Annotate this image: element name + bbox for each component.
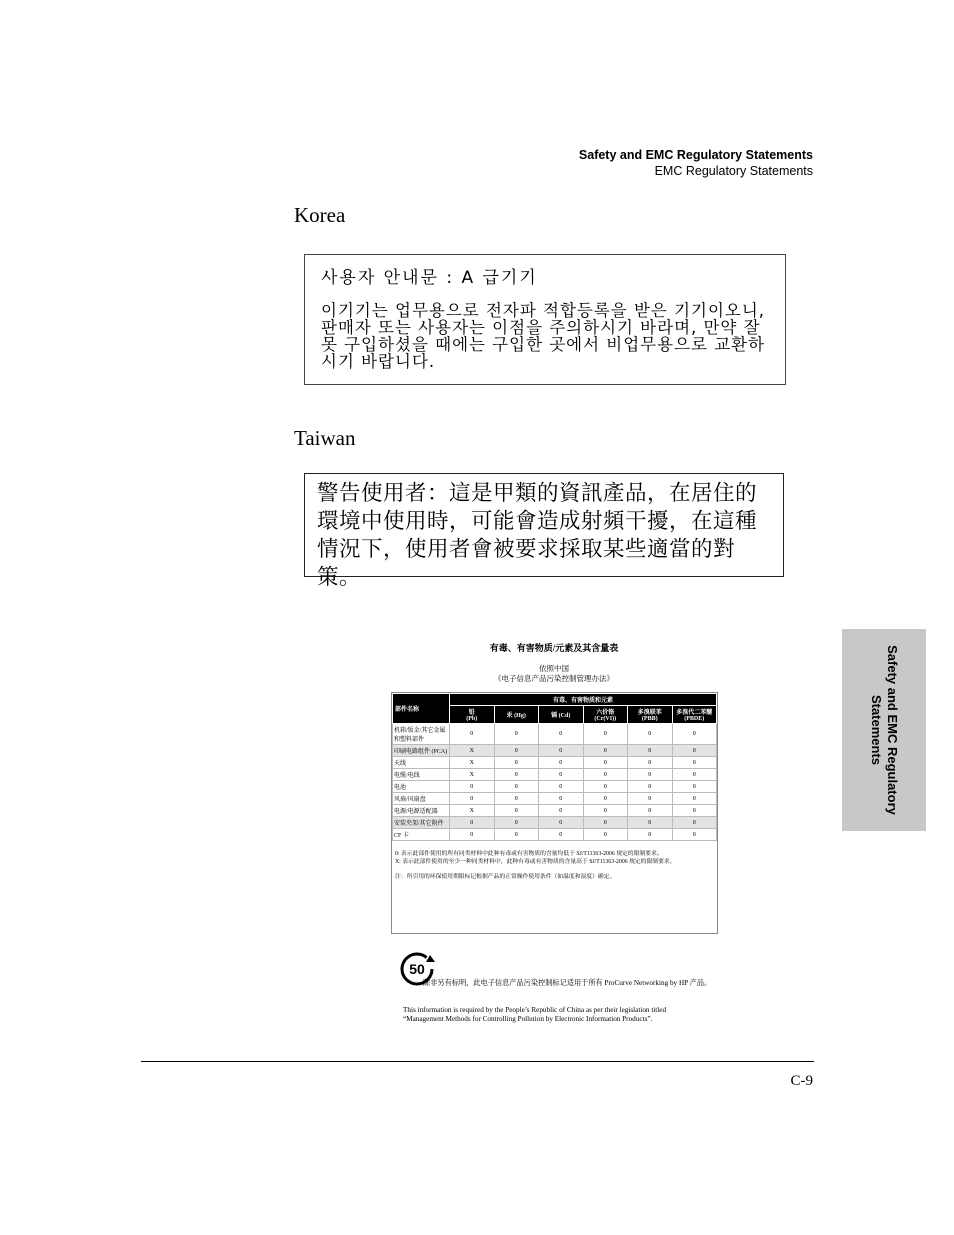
table-cell: 0: [583, 724, 628, 745]
table-cell: 0: [583, 745, 628, 757]
table-cell: 0: [539, 769, 584, 781]
table-cell: 0: [672, 805, 717, 817]
table-cell: 0: [494, 757, 539, 769]
english-legislation-note: This information is required by the People’s Republic of China as per their legislation titled “Management Methods for Controlling Pollution by Electronic Information Products”.: [403, 1006, 667, 1023]
table-cell: 0: [539, 817, 584, 829]
logo-applicability-note: 除非另有标明，此电子信息产品污染控制标记适用于所有 ProCurve Networking by HP 产品。: [423, 979, 712, 987]
china-subtitle-2: 《电子信息产品污染控制管理办法》: [494, 674, 614, 683]
side-chapter-tab: [842, 629, 926, 831]
column-header: 铅 (Pb): [450, 706, 495, 724]
korea-notice-box: [304, 254, 786, 385]
column-header: 六价铬 (Cr(VI)): [583, 706, 628, 724]
table-row: [393, 757, 717, 769]
table-cell: 0: [583, 817, 628, 829]
table-cell: 0: [539, 745, 584, 757]
header-section: EMC Regulatory Statements: [654, 164, 813, 178]
table-group-header: 有毒、有害物质和元素: [450, 694, 717, 706]
column-header: 多溴代二苯醚 (PBDE): [672, 706, 717, 724]
china-subtitle-1: 依照中国: [539, 664, 569, 673]
table-cell: X: [450, 757, 495, 769]
logo-number: 50: [409, 961, 425, 977]
china-footnotes: [395, 850, 713, 881]
table-cell: 0: [539, 805, 584, 817]
korea-heading: Korea: [294, 203, 346, 227]
table-cell: 0: [494, 829, 539, 841]
table-cell: 0: [583, 829, 628, 841]
row-part-name: 机箱/钣金/其它金属和塑料部件: [393, 724, 450, 745]
table-cell: 0: [628, 829, 673, 841]
table-cell: 0: [539, 793, 584, 805]
taiwan-heading: Taiwan: [294, 426, 356, 450]
table-row: [393, 769, 717, 781]
row-part-name: 风扇/风扇盘: [393, 793, 450, 805]
table-cell: 0: [583, 805, 628, 817]
table-row: [393, 817, 717, 829]
table-cell: 0: [583, 757, 628, 769]
row-part-name: 安装夹架/其它附件: [393, 817, 450, 829]
footnote-note: 注：所引用的环保使用期限标记根据产品的正常操作使用条件（如温度和湿度）确定。: [395, 874, 616, 880]
table-cell: 0: [672, 724, 717, 745]
table-cell: X: [450, 745, 495, 757]
hazardous-substances-table: [392, 693, 717, 841]
table-cell: 0: [494, 781, 539, 793]
table-cell: 0: [672, 745, 717, 757]
table-cell: 0: [583, 781, 628, 793]
row-part-name: 天线: [393, 757, 450, 769]
korea-notice-body: 이기기는 업무용으로 전자파 적합등록을 받은 기기이오니, 판매자 또는 사용자는 이점을 주의하시기 바라며, 만약 잘못 구입하셨을 때에는 구입한 곳에서 비업무용으로 교환하시기 바랍니다.: [321, 301, 766, 371]
table-cell: 0: [672, 817, 717, 829]
table-name-header: 部件名称: [393, 694, 450, 724]
row-part-name: CF 卡: [393, 829, 450, 841]
table-cell: 0: [539, 781, 584, 793]
table-cell: 0: [539, 829, 584, 841]
table-row: [393, 724, 717, 745]
taiwan-notice-box: [304, 473, 784, 590]
row-part-name: 电源/电源适配器: [393, 805, 450, 817]
table-cell: 0: [672, 781, 717, 793]
table-cell: 0: [494, 805, 539, 817]
side-tab-line1: Safety and EMC Regulatory: [885, 645, 900, 815]
table-cell: 0: [672, 769, 717, 781]
table-cell: 0: [494, 769, 539, 781]
table-cell: X: [450, 769, 495, 781]
korea-notice-title: 사용자 안내문 : A 급기기: [321, 268, 538, 288]
column-header: 镉 (Cd): [539, 706, 584, 724]
table-cell: 0: [450, 829, 495, 841]
table-cell: 0: [583, 793, 628, 805]
footnote-x: X: 表示此部件使用的至少一种同类材料中，此种有毒或有害物质的含量高于 SJ/T11363-2006 规定的限制要求。: [395, 859, 676, 865]
table-cell: 0: [494, 745, 539, 757]
column-header: 汞 (Hg): [494, 706, 539, 724]
table-row: [393, 745, 717, 757]
table-cell: 0: [628, 757, 673, 769]
table-row: [393, 781, 717, 793]
table-cell: 0: [628, 769, 673, 781]
row-part-name: 电缆/电线: [393, 769, 450, 781]
table-cell: 0: [494, 724, 539, 745]
table-cell: 0: [450, 817, 495, 829]
table-cell: 0: [450, 793, 495, 805]
table-cell: 0: [539, 757, 584, 769]
table-row: [393, 805, 717, 817]
table-cell: X: [450, 805, 495, 817]
side-tab-line2: Statements: [869, 694, 884, 766]
header-chapter: Safety and EMC Regulatory Statements: [578, 148, 813, 162]
footer-rule: [141, 1061, 814, 1062]
table-cell: 0: [494, 793, 539, 805]
table-cell: 0: [628, 745, 673, 757]
table-row: [393, 793, 717, 805]
table-cell: 0: [450, 781, 495, 793]
column-header: 多溴联苯 (PBB): [628, 706, 673, 724]
table-cell: 0: [539, 724, 584, 745]
taiwan-notice-text: 警告使用者：這是甲類的資訊產品，在居住的環境中使用時，可能會造成射頻干擾，在這種情況下，使用者會被要求採取某些適當的對策。: [317, 481, 758, 590]
table-cell: 0: [628, 805, 673, 817]
table-cell: 0: [628, 817, 673, 829]
table-cell: 0: [628, 724, 673, 745]
table-cell: 0: [672, 757, 717, 769]
row-part-name: 印刷电路组件 (PCA): [393, 745, 450, 757]
china-table-title: 有毒、有害物质/元素及其含量表: [489, 643, 619, 653]
table-cell: 0: [672, 793, 717, 805]
page-number: C-9: [790, 1073, 813, 1089]
table-row: [393, 829, 717, 841]
running-header: [579, 147, 813, 179]
table-cell: 0: [583, 769, 628, 781]
table-cell: 0: [450, 724, 495, 745]
table-cell: 0: [494, 817, 539, 829]
table-cell: 0: [628, 793, 673, 805]
footnote-zero: 0: 表示此部件使用的所有同类材料中此种有毒或有害物质的含量均低于 SJ/T11363-2006 规定的限制要求。: [395, 851, 663, 857]
row-part-name: 电池: [393, 781, 450, 793]
table-cell: 0: [672, 829, 717, 841]
table-cell: 0: [628, 781, 673, 793]
